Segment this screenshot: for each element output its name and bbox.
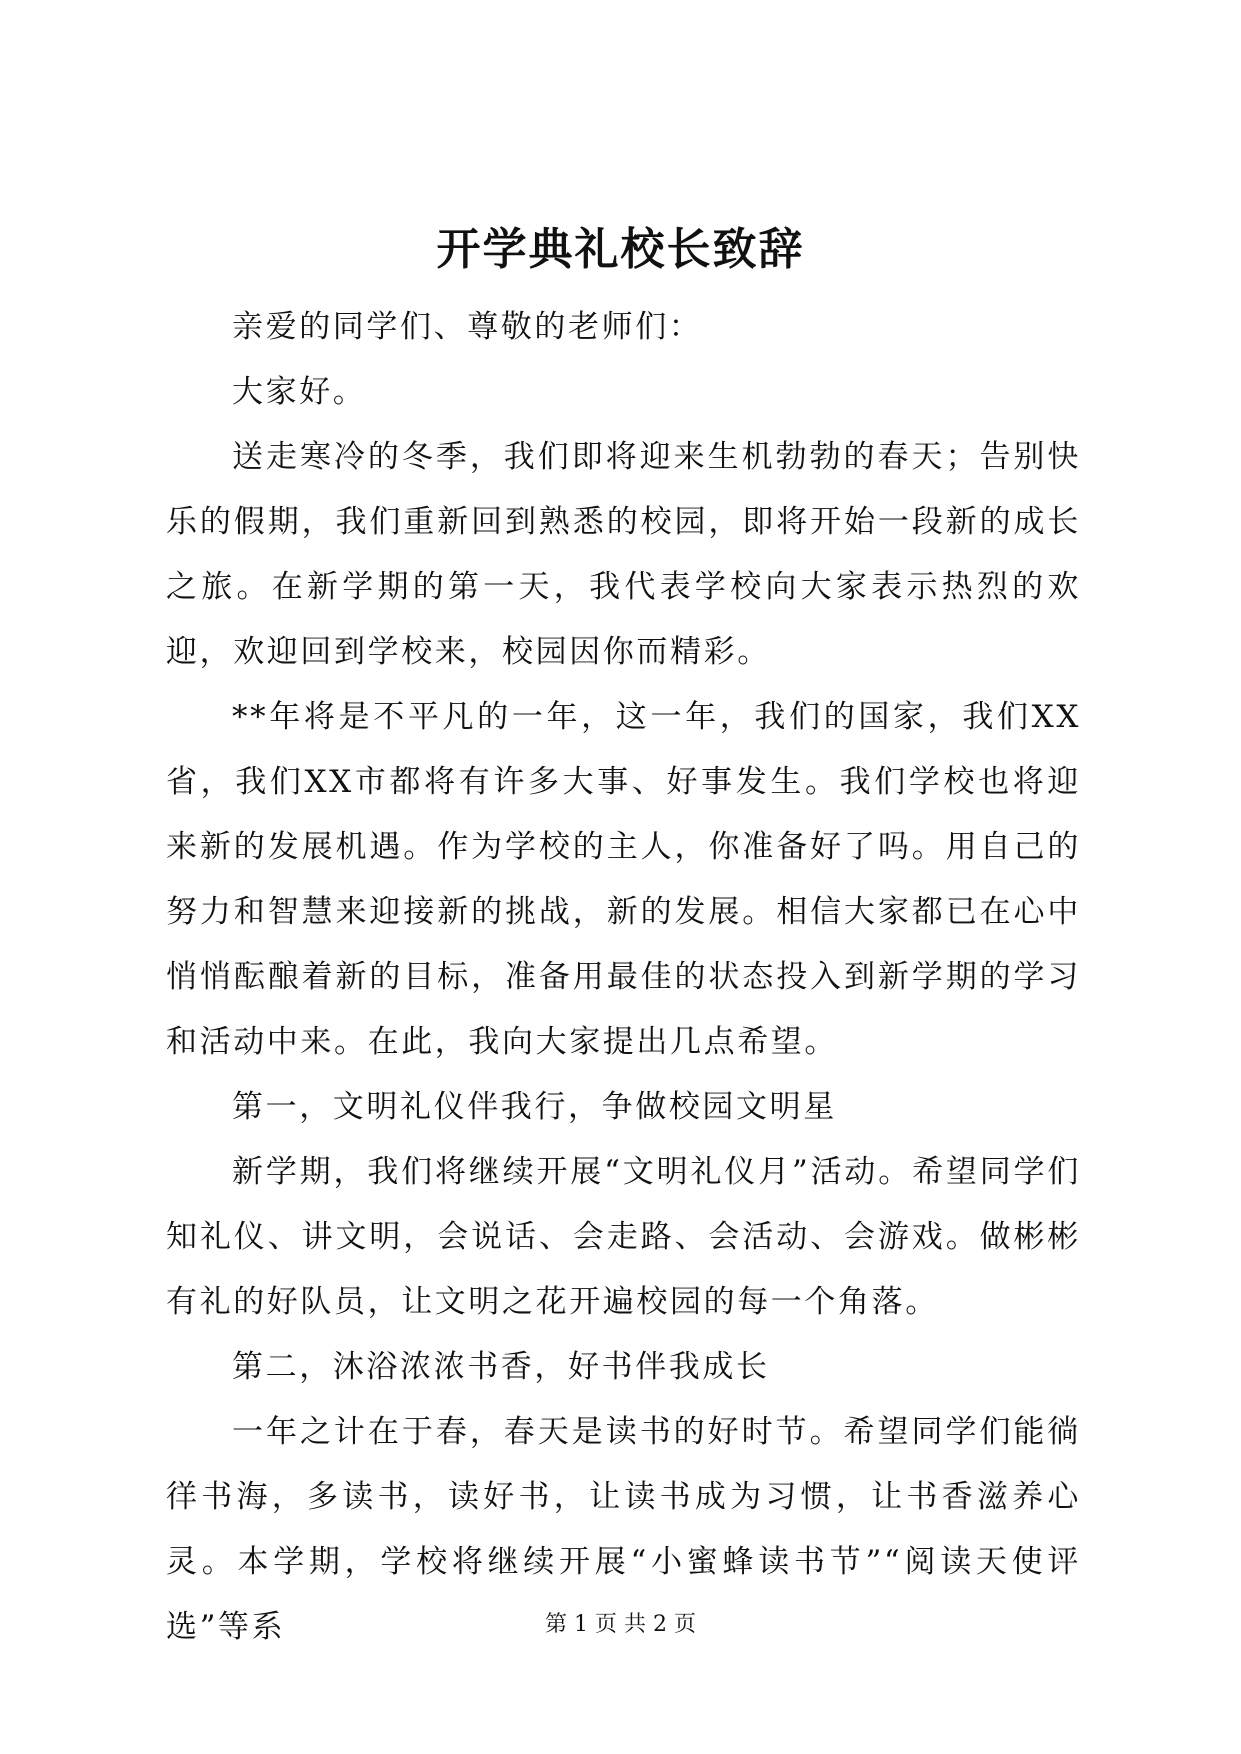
section-heading: 第一，文明礼仪伴我行，争做校园文明星	[232, 1089, 837, 1125]
section-heading: 第二，沐浴浓浓书香，好书伴我成长	[232, 1349, 770, 1385]
page-footer: 第 1 页 共 2 页	[545, 1612, 696, 1637]
body-paragraph: 新学期，我们将继续开展“文明礼仪月”活动。希望同学们知礼仪、讲文明，会说话、会走路、会活动、会游戏。做彬彬有礼的好队员，让文明之花开遍校园的每一个角落。	[166, 1154, 1081, 1320]
document-title: 开学典礼校长致辞	[436, 224, 805, 275]
body-paragraph: 一年之计在于春，春天是读书的好时节。希望同学们能徜徉书海，多读书，读好书，让读书成为习惯，让书香滋养心灵。本学期，学校将继续开展“小蜜蜂读书节”“阅读天使评选”等系	[166, 1414, 1081, 1645]
salutation-paragraph: 亲爱的同学们、尊敬的老师们：	[232, 309, 703, 345]
body-paragraph: **年将是不平凡的一年，这一年，我们的国家，我们XX省，我们XX市都将有许多大事、好事发生。我们学校也将迎来新的发展机遇。作为学校的主人，你准备好了吗。用自己的努力和智慧来迎接新的挑战，新的发展。相信大家都已在心中悄悄酝酿着新的目标，准备用最佳的状态投入到新学期的学习和活动中来。在此，我向大家提出几点希望。	[166, 699, 1081, 1060]
body-paragraph: 送走寒冷的冬季，我们即将迎来生机勃勃的春天；告别快乐的假期，我们重新回到熟悉的校园，即将开始一段新的成长之旅。在新学期的第一天，我代表学校向大家表示热烈的欢迎，欢迎回到学校来，校园因你而精彩。	[166, 439, 1081, 670]
document-body	[166, 295, 1081, 1660]
greeting-paragraph: 大家好。	[232, 374, 367, 410]
